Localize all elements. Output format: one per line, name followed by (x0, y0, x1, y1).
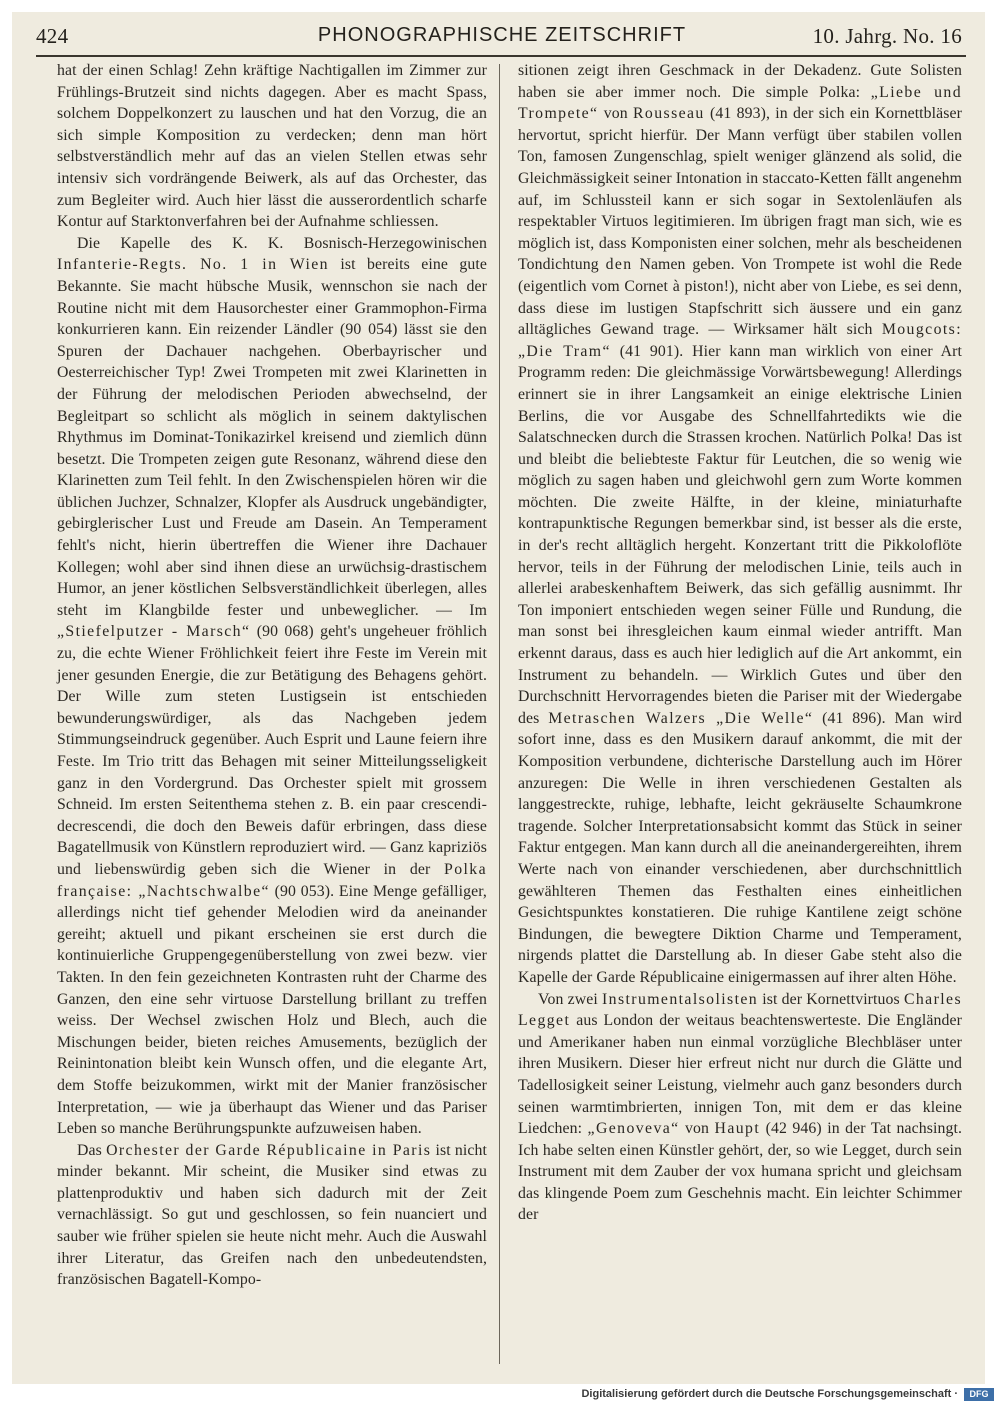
text-run: aus London der weitaus beachtenswerteste. Die Engländer und Amerikaner haben nun einmal vorzügliche Blechbläser unter ihren Musikern. Dieser hier erfreut nicht nur durch die Glätte und Tadellosigkeit seiner Leistung, vielmehr auch ganz besonders durch seinen warmtimbrierten, innigen Ton, mit dem er das kleine Liedchen: (518, 1012, 962, 1138)
text-run: (42 946) in der Tat nachsingt. Ich habe selten einen Künstler gehört, der, so wie Legget, durch sein Instrument mit dem Zauber der vox humana spricht und gleichsam das klingende Poem zum Geschehnis macht. Ein leichter Schimmer der (518, 1120, 963, 1224)
footer-bar (0, 1387, 1000, 1403)
left-column (57, 60, 487, 1291)
text-run: (90 068) geht's ungeheuer fröhlich zu, die echte Wiener Fröhlichkeit feiert ihre Feste im Verein mit jener gesunden Energie, die zur Betätigung des Behagens gehört. Der Wille zum steten Lustigsein ist entschieden bewunderungswürdiger, als das Nachgeben jedem Stimmungseindruck gegenüber. Auch Esprit und Laune feiern ihre Feste. Im Trio tritt das Behagen mit seiner Mitteilungsseligkeit ganz in den Vordergrund. Das Orchester spielt mit grossem Schneid. Im ersten Seitenthema stehen z. B. ein paar crescendi-decrescendi, die doch den Beweis dafür erbringen, dass diese Bagatellmusik von Künstlern reproduziert wird. — Ganz kapriziös und liebenswürdig geben sich die Wiener in der (57, 623, 487, 878)
running-header (36, 24, 968, 54)
text-run: ist bereits eine gute Bekannte. Sie macht hübsche Musik, wennschon sie nach der Routine nicht mit dem Hausorchester einer Grammophon-Firma konkurrieren kann. Ein reizender Ländler (90 054) lässt sie den Spuren der Dachauer nachgehen. Oberbayrischer und Oesterreichischer Typ! Zwei Trompeten mit zwei Klarinetten in der Führung der melodischen Perioden abwechselnd, der Begleitpart so schlicht als möglich in seinem daktylischen Rhythmus im Dominat-Tonikazirkel kreisend und ziemlich dünn besetzt. Die Trompeten zeigen gute Resonanz, während diese den Klarinetten zum Teil fehlt. In den Zwischenspielen hören wir die üblichen Juchzer, Schnalzer, Klopfer als Ausdruck ungebändigter, gebirglerischer Lust und Freude am Dasein. An Temperament fehlt's nicht, hierin übertreffen die Wiener ihre Dachauer Kollegen; wohl aber sind ihnen diese an urwüchsig-drastischem Humor, an jener köstlichen Selbsverständlichkeit überlegen, alles steht im Klangbilde fester und unbeweglicher. — Im (57, 256, 487, 619)
paragraph (57, 1140, 487, 1291)
spaced-text: Mougcots: „Die Tram“ (518, 321, 962, 360)
column-divider (499, 64, 500, 1364)
text-run: (41 896). Man wird sofort inne, dass es den Musikern darauf ankommt, die mit der Komposition verbundene, dichterische Darstellung auch im Hörer anzuregen: Die Welle in ihren verschiedenen Gestalten als langgestreckte, ruhige, lebhafte, leicht gekräuselte Schaumkrone tragende. Solcher Interpretationsabsicht kommt das Stück in seiner Faktur entgegen. Man kann durch all die aneinandergereihten, ihrem Werte nach von einander verschiedenen, aber durchschnittlich gewählteren Themen das Festhalten eines einheitlichen Gesichtspunktes konstatieren. Die ruhige Kantilene zeigt schöne Bindungen, die bewegtere Diktion Charme und Temperament, nirgends plattet die Darstellung ab. In dieser Gabe steht also die Kapelle der Garde Républicaine einigermassen auf ihrer alten Höhe. (518, 709, 962, 986)
header-rule (36, 55, 966, 57)
right-column (518, 60, 962, 1226)
text-run: Das (77, 1141, 107, 1159)
text-run: von (598, 105, 633, 123)
dfg-logo: DFG (964, 1388, 994, 1401)
spaced-text: Metraschen Walzers „Die Welle“ (548, 709, 814, 727)
spaced-text: Instrumentalsolisten (601, 990, 759, 1008)
spaced-text: „Liebe und Trompete“ (518, 83, 962, 123)
spaced-text: Haupt (714, 1120, 761, 1138)
text-run: (90 053). Eine Menge gefälliger, allerdings nicht tief gehender Melodien wird da aneinander gereiht; aktuell und pikant erscheinen sie erst durch die kontinuierliche Gruppengegenüberstellung von zwei bezw. vier Takten. In den fein gezeichneten Kontrasten ruht der Charme des Ganzen, den eine sehr virtuose Darstellung brillant zu treffen weiss. Der Wechsel zwischen Holz und Blech, auch die Mischungen beider, bieten reiches Amusements, bezüglich der Reinintonation bleibt kein Wunsch offen, und die elegante Art, dem Stoffe beizukommen, wirkt mit der Manier französischer Interpretation, — wie ja überhaupt das Wiener und das Pariser Leben so manche Berührungspunkte aufzuweisen haben. (57, 882, 487, 1138)
paragraph (518, 60, 962, 989)
paragraph (518, 989, 962, 1227)
spaced-text: Polka française: „Nachtschwalbe“ (57, 860, 487, 900)
spaced-text: Charles Legget (518, 990, 962, 1030)
spaced-text: „Genoveva“ (587, 1120, 680, 1138)
text-run: Von zwei (538, 990, 602, 1008)
text-run: Die Kapelle des K. K. Bosnisch-Herzegowinischen (77, 234, 487, 252)
page-number: 424 (36, 24, 69, 48)
text-run: Namen geben. Von Trompete ist wohl die Rede (eigentlich vom Cornet à piston!), nicht aber von Liebe, es sei denn, dass diese im lustigen Stapfschritt sich äussere und ein ganz alltägliches Gewand trage. — Wirksamer hält sich (518, 256, 962, 339)
paragraph: hat der einen Schlag! Zehn kräftige Nachtigallen im Zimmer zur Frühlings-Brutzeit sind nichts dagegen. Aber es macht Spass, solchem Doppelkonzert zu lauschen und hat den Vorzug, die an sich simple Komposition zu verdecken; denn man hört selbstverständlich mehr auf das an vielen Stellen etwas sehr intensiv sich vordrängende Beiwerk, als auf das Orchester, das zum Begleiter wird. Auch hier lässt die ausserordentlich scharfe Kontur auf Starktonverfahren bei der Aufnahme schliessen. (57, 62, 487, 231)
spaced-text: Orchester der Garde Républicaine in Paris (106, 1141, 432, 1159)
text-run: (41 901). Hier kann man wirklich von einer Art Programm reden: Die gleichmässige Vorwärtsbewegung! Allerdings erinnert sie in ihrer Langsamkeit an einige elektrische Linien Berlins, die vor Ausgabe des Schnellfahrtedikts wie die Salatschnecken durch die Strassen krochen. Natürlich Polka! Das ist und bleibt die beliebteste Faktur für Leutchen, die so wenig wie möglich zu sagen haben und gleichwohl gern zum Worte kommen möchten. Die zweite Hälfte, in der kleine, miniaturhafte kontrapunktische Regungen bemerkbar sind, ist besser als die erste, in der's recht alltäglich hergeht. Konzertant tritt die Pikkoloflöte hervor, teils in der Führung der melodischen Linie, teils auch in allerlei arabeskenhaftem Beiwerk, das sich gefällig ausnimmt. Ihr Ton imponiert entschieden wegen seiner Fülle und Rundung, die man sonst bei ihresgleichen kaum einmal wieder antrifft. Man erkennt daraus, dass es auch hier lediglich auf die Art ankommt, ein Instrument zu behandeln. — Wirklich Gutes und über den Durchschnitt Hervorragendes bieten die Pariser mit der Wiedergabe des (518, 342, 962, 727)
spaced-text: Rousseau (632, 105, 705, 123)
spaced-text: Infanterie-Regts. No. 1 in Wien (57, 256, 329, 274)
text-run: ist nicht minder bekannt. Mir scheint, die Musiker sind etwas zu plattenproduktiv und haben sich dadurch mit der Zeit vernachlässigt. So gut und geschlossen, so fein nuanciert und sauber wie früher spielen sie heute nicht mehr. Auch die Auswahl ihrer Literatur, das Greifen nach den unbedeutendsten, französischen Bagatell-Kompo- (57, 1141, 487, 1289)
spaced-text: „Stiefelputzer - Marsch“ (57, 623, 251, 641)
text-run: sitionen zeigt ihren Geschmack in der Dekadenz. Gute Solisten haben sie aber immer noch. Die simple Polka: (518, 62, 962, 101)
spaced-text: den (605, 256, 633, 274)
footer-credit: Digitalisierung gefördert durch die Deutsche Forschungsgemeinschaft · (581, 1388, 958, 1400)
issue-info: 10. Jahrg. No. 16 (812, 24, 962, 48)
text-run: ist der Kornettvirtuos (758, 990, 904, 1008)
journal-title: PHONOGRAPHISCHE ZEITSCHRIFT (317, 24, 687, 46)
text-run: (41 893), in der sich ein Kornettbläser hervortut, spricht hierfür. Der Mann verfügt über stabilen vollen Ton, famosen Zungenschlag, spielt weniger glänzend als solid, die Gleichmässigkeit seiner Intonation in staccato-Ketten fällt angenehm auf, im Schlussteil kann er sich sogar in Sextolenläufen als respektabler Virtuos legitimieren. Im übrigen fragt man sich, wie es möglich ist, dass Komponisten einer solchen, mehr als bescheidenen Tondichtung (518, 105, 962, 274)
text-run: von (679, 1120, 715, 1138)
paragraph (57, 233, 487, 1140)
